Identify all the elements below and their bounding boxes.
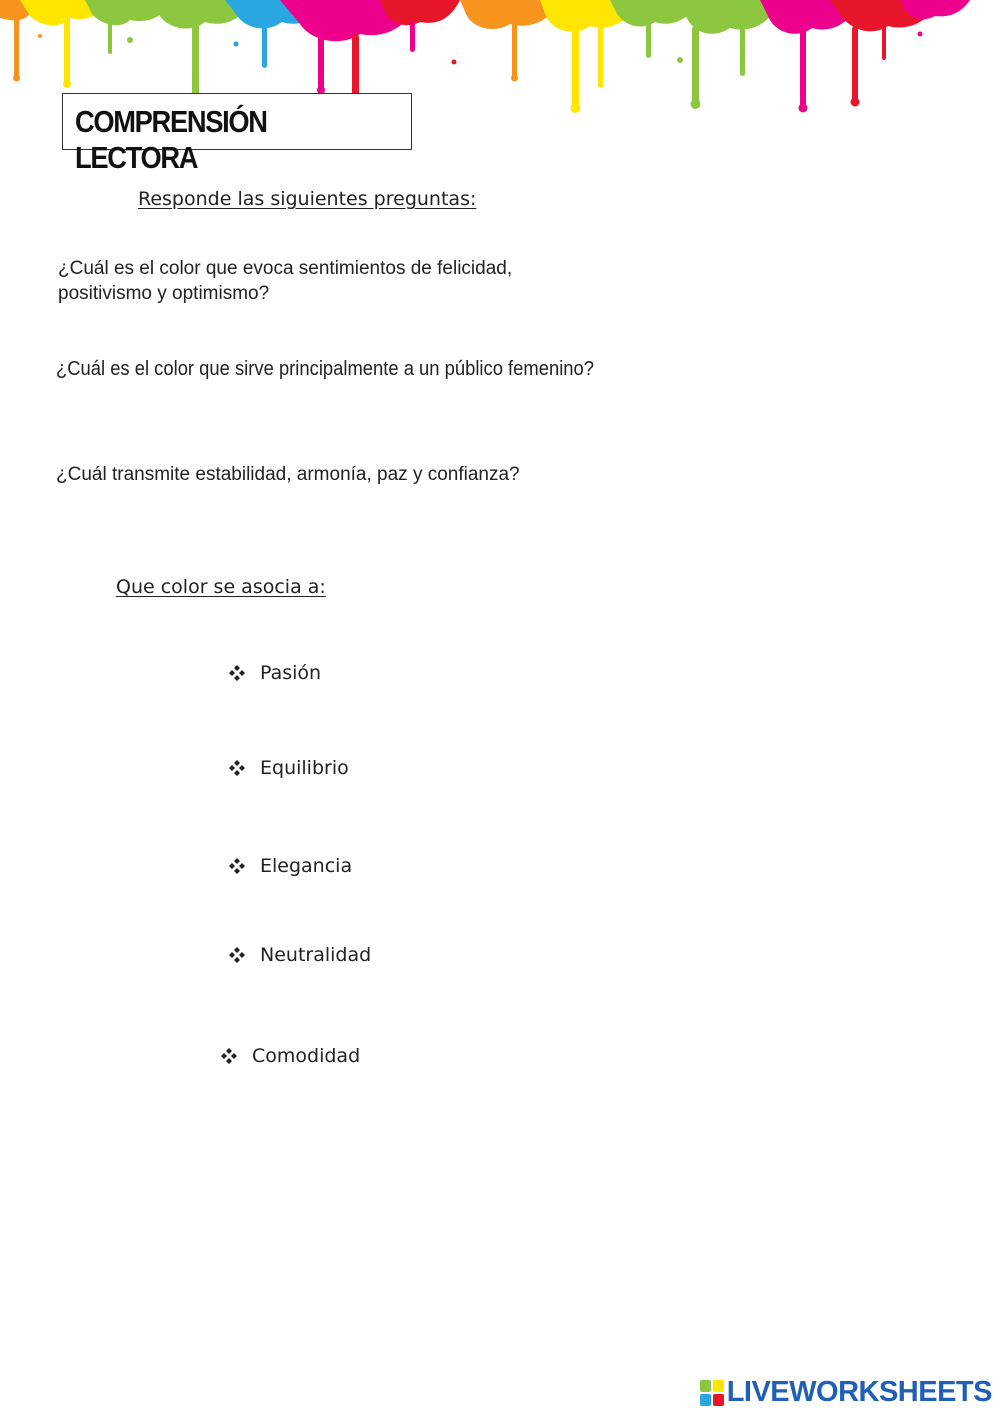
- list-item-label: Elegancia: [260, 855, 353, 877]
- diamond-bullet-icon: [220, 1047, 238, 1065]
- list-item-label: Comodidad: [252, 1045, 361, 1067]
- brand-text: LIVEWORKSHEETS: [726, 1376, 992, 1408]
- diamond-bullet-icon: [228, 946, 246, 964]
- diamond-bullet-icon: [228, 759, 246, 777]
- list-item-neutralidad: [228, 944, 371, 966]
- paint-droplets: [38, 32, 923, 65]
- liveworksheets-logo-icon: [700, 1380, 724, 1406]
- diamond-bullet-icon: [228, 857, 246, 875]
- list-item-comodidad: [220, 1045, 360, 1067]
- list-item-label: Pasión: [260, 662, 322, 684]
- list-item-equilibrio: [228, 757, 349, 779]
- diamond-bullet-icon: [228, 664, 246, 682]
- question-1-line-1: ¿Cuál es el color que evoca sentimientos de felicidad,: [58, 258, 513, 279]
- title-box: [62, 93, 412, 175]
- list-item-label: Equilibrio: [260, 757, 349, 779]
- association-heading: Que color se asocia a:: [116, 576, 326, 598]
- list-item-elegancia: [228, 855, 352, 877]
- page-title: COMPRENSIÓN LECTORA: [75, 104, 267, 175]
- question-2: [56, 357, 594, 382]
- question-3-line-1: ¿Cuál transmite estabilidad, armonía, paz y confianza?: [56, 464, 520, 485]
- list-item-pasion: [228, 662, 321, 684]
- question-3: [56, 462, 520, 487]
- paint-splash-right: [680, 0, 970, 113]
- question-1-line-2: positivismo y optimismo?: [58, 283, 270, 304]
- paint-splash-center: [460, 0, 700, 113]
- list-item-label: Neutralidad: [260, 944, 372, 966]
- questions-heading: Responde las siguientes preguntas:: [138, 188, 477, 210]
- question-2-line-1: ¿Cuál es el color que sirve principalmente a un público femenino?: [56, 358, 594, 380]
- liveworksheets-branding: [700, 1376, 992, 1409]
- paint-splash-left: [0, 0, 170, 88]
- question-1: [58, 256, 512, 306]
